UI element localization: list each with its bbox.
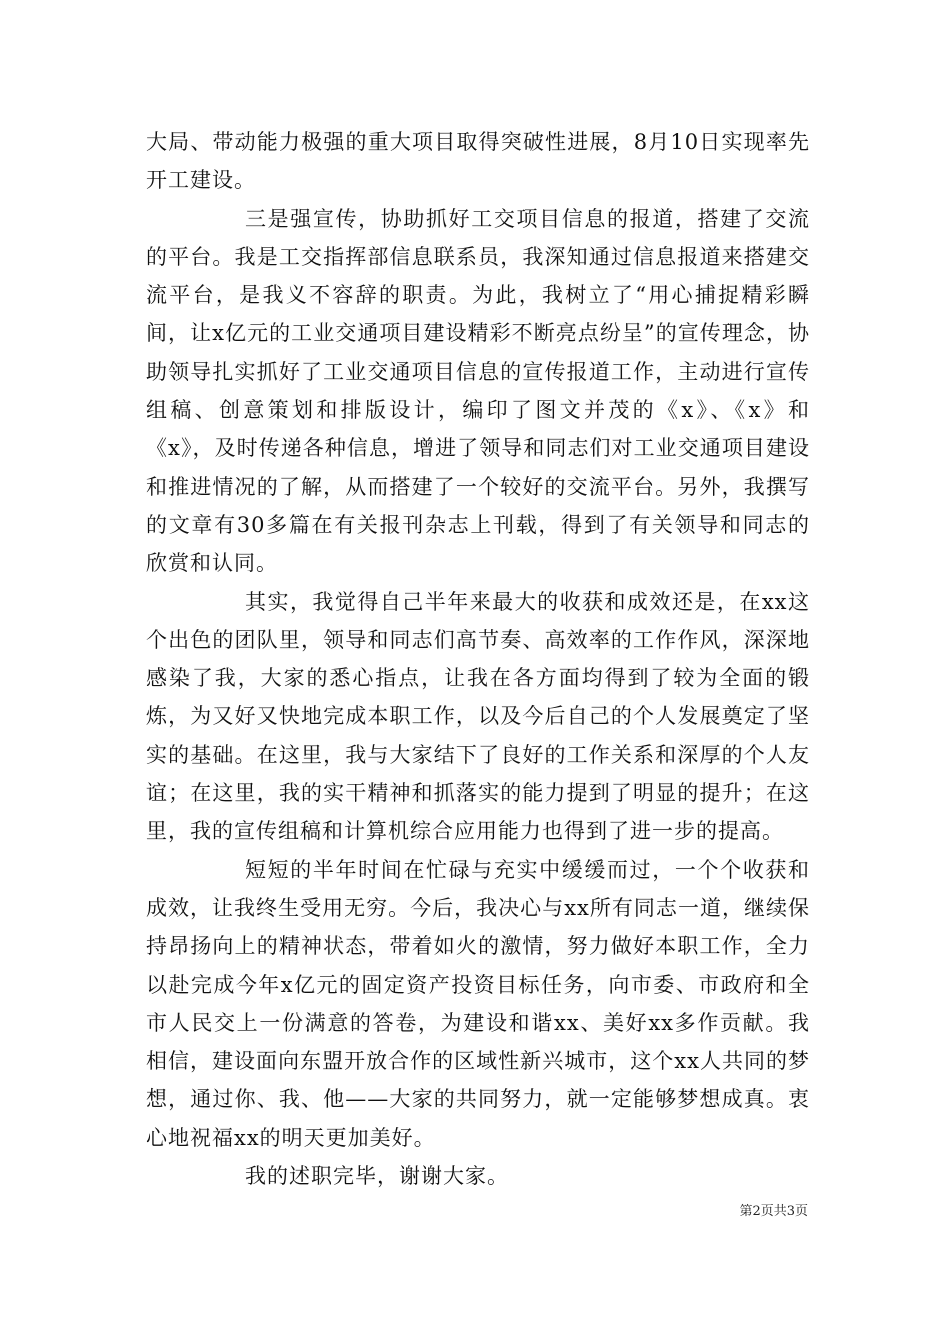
body-text — [146, 123, 810, 1195]
paragraph-p1-continued: 大局、带动能力极强的重大项目取得突破性进展，8月10日实现率先开工建设。 — [146, 130, 810, 193]
page-number: 第2页共3页 — [739, 1204, 808, 1219]
paragraph-p4: 短短的半年时间在忙碌与充实中缓缓而过，一个个收获和成效，让我终生受用无穷。今后，我决心与xx所有同志一道，继续保持昂扬向上的精神状态，带着如火的激情，努力做好本职工作，全力以赴完成今年x亿元的固定资产投资目标任务，向市委、市政府和全市人民交上一份满意的答卷，为建设和谐xx、美好xx多作贡献。我相信，建设面向东盟开放合作的区域性新兴城市，这个xx人共同的梦想，通过你、我、他——大家的共同努力，就一定能够梦想成真。衷心地祝福xx的明天更加美好。 — [146, 857, 810, 1150]
paragraph-p2: 三是强宣传，协助抓好工交项目信息的报道，搭建了交流的平台。我是工交指挥部信息联系员，我深知通过信息报道来搭建交流平台，是我义不容辞的职责。为此，我树立了“用心捕捉精彩瞬间，让x亿元的工业交通项目建设精彩不断亮点纷呈”的宣传理念，协助领导扎实抓好了工业交通项目信息的宣传报道工作，主动进行宣传组稿、创意策划和排版设计，编印了图文并茂的《x》、《x》和《x》，及时传递各种信息，增进了领导和同志们对工业交通项目建设和推进情况的了解，从而搭建了一个较好的交流平台。另外，我撰写的文章有30多篇在有关报刊杂志上刊载，得到了有关领导和同志的欣赏和认同。 — [146, 206, 810, 576]
paragraph-p5: 我的述职完毕，谢谢大家。 — [245, 1164, 509, 1189]
paragraph-p3: 其实，我觉得自己半年来最大的收获和成效还是，在xx这个出色的团队里，领导和同志们高节奏、高效率的工作作风，深深地感染了我，大家的悉心指点，让我在各方面均得到了较为全面的锻炼，为又好又快地完成本职工作，以及今后自己的个人发展奠定了坚实的基础。在这里，我与大家结下了良好的工作关系和深厚的个人友谊；在这里，我的实干精神和抓落实的能力提到了明显的提升；在这里，我的宣传组稿和计算机综合应用能力也得到了进一步的提高。 — [146, 589, 810, 844]
